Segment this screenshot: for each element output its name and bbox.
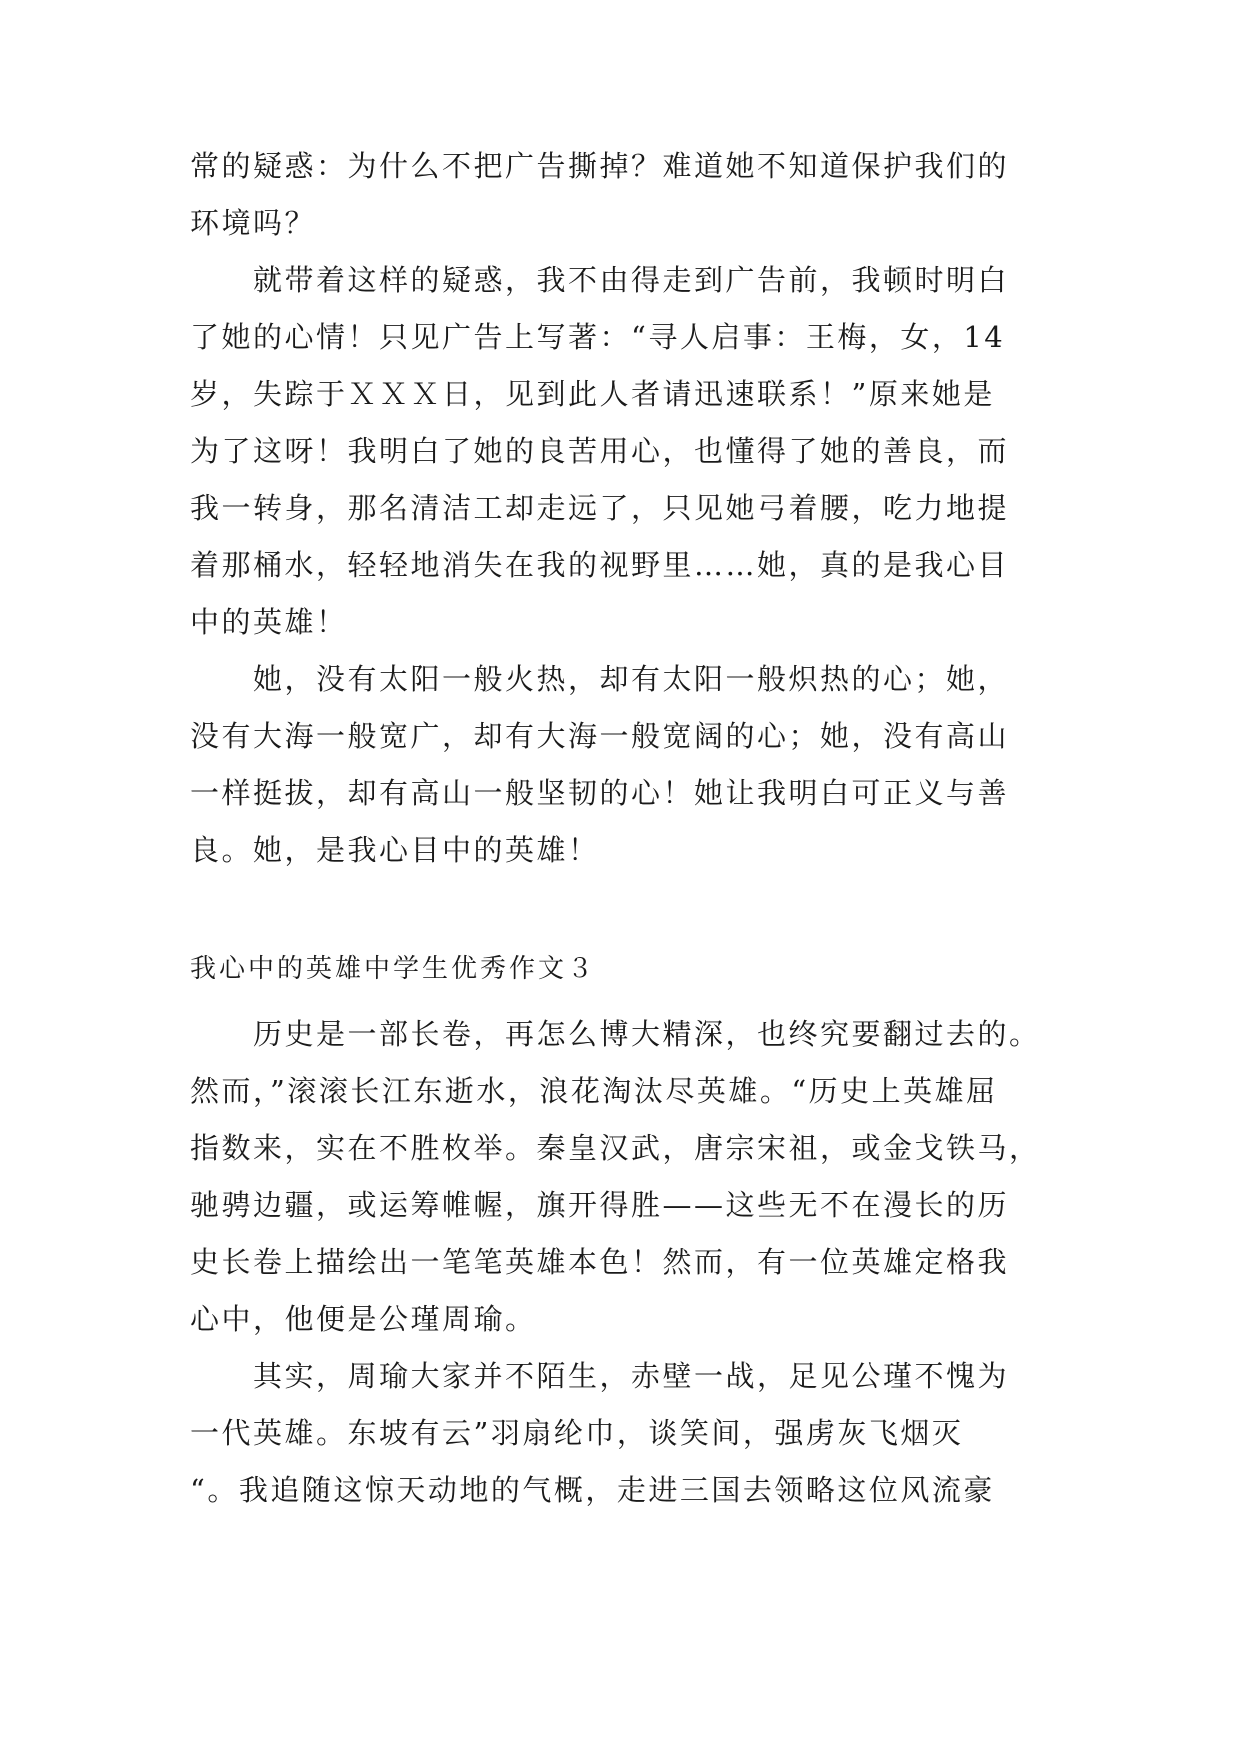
text-line: 历史是一部长卷，再怎么博大精深，也终究要翻过去的。 [190,1017,1041,1051]
text-line: 我一转身，那名清洁工却走远了，只见她弓着腰，吃力地提 [190,491,1010,525]
text-line: 了她的心情！只见广告上写著：“寻人启事：王梅，女，14 [190,320,1006,354]
text-line: 没有大海一般宽广，却有大海一般宽阔的心；她，没有高山 [190,719,1010,753]
section-heading: 我心中的英雄中学生优秀作文３ [190,954,597,984]
text-line: 驰骋边疆，或运筹帷幄，旗开得胜——这些无不在漫长的历 [190,1188,1010,1222]
text-line: 着那桶水，轻轻地消失在我的视野里……她，真的是我心目 [190,548,1010,582]
text-line: 一样挺拔，却有高山一般坚韧的心！她让我明白可正义与善 [190,776,1010,810]
text-line: 中的英雄！ [190,605,348,639]
text-line: 就带着这样的疑惑，我不由得走到广告前，我顿时明白 [190,263,1010,297]
text-line: 岁，失踪于ＸＸＸ日，见到此人者请迅速联系！”原来她是 [190,377,995,411]
text-line: 常的疑惑：为什么不把广告撕掉？难道她不知道保护我们的 [190,149,1010,183]
text-line: 史长卷上描绘出一笔笔英雄本色！然而，有一位英雄定格我 [190,1245,1010,1279]
text-line: 环境吗？ [190,206,317,240]
text-line: 指数来，实在不胜枚举。秦皇汉武，唐宗宋祖，或金戈铁马， [190,1131,1041,1165]
text-line: 心中，他便是公瑾周瑜。 [190,1302,537,1336]
text-line: 她，没有太阳一般火热，却有太阳一般炽热的心；她， [190,662,1010,696]
text-line: 其实，周瑜大家并不陌生，赤壁一战，足见公瑾不愧为 [190,1359,1010,1393]
text-line: 一代英雄。东坡有云”羽扇纶巾，谈笑间，强虏灰飞烟灭 [190,1416,964,1450]
text-line: 为了这呀！我明白了她的良苦用心，也懂得了她的善良，而 [190,434,1010,468]
text-line: 然而，”滚滚长江东逝水，浪花淘汰尽英雄。“历史上英雄屈 [190,1074,998,1108]
text-line: “。我追随这惊天动地的气概，走进三国去领略这位风流豪 [190,1473,995,1507]
text-line: 良。她，是我心目中的英雄！ [190,833,600,867]
